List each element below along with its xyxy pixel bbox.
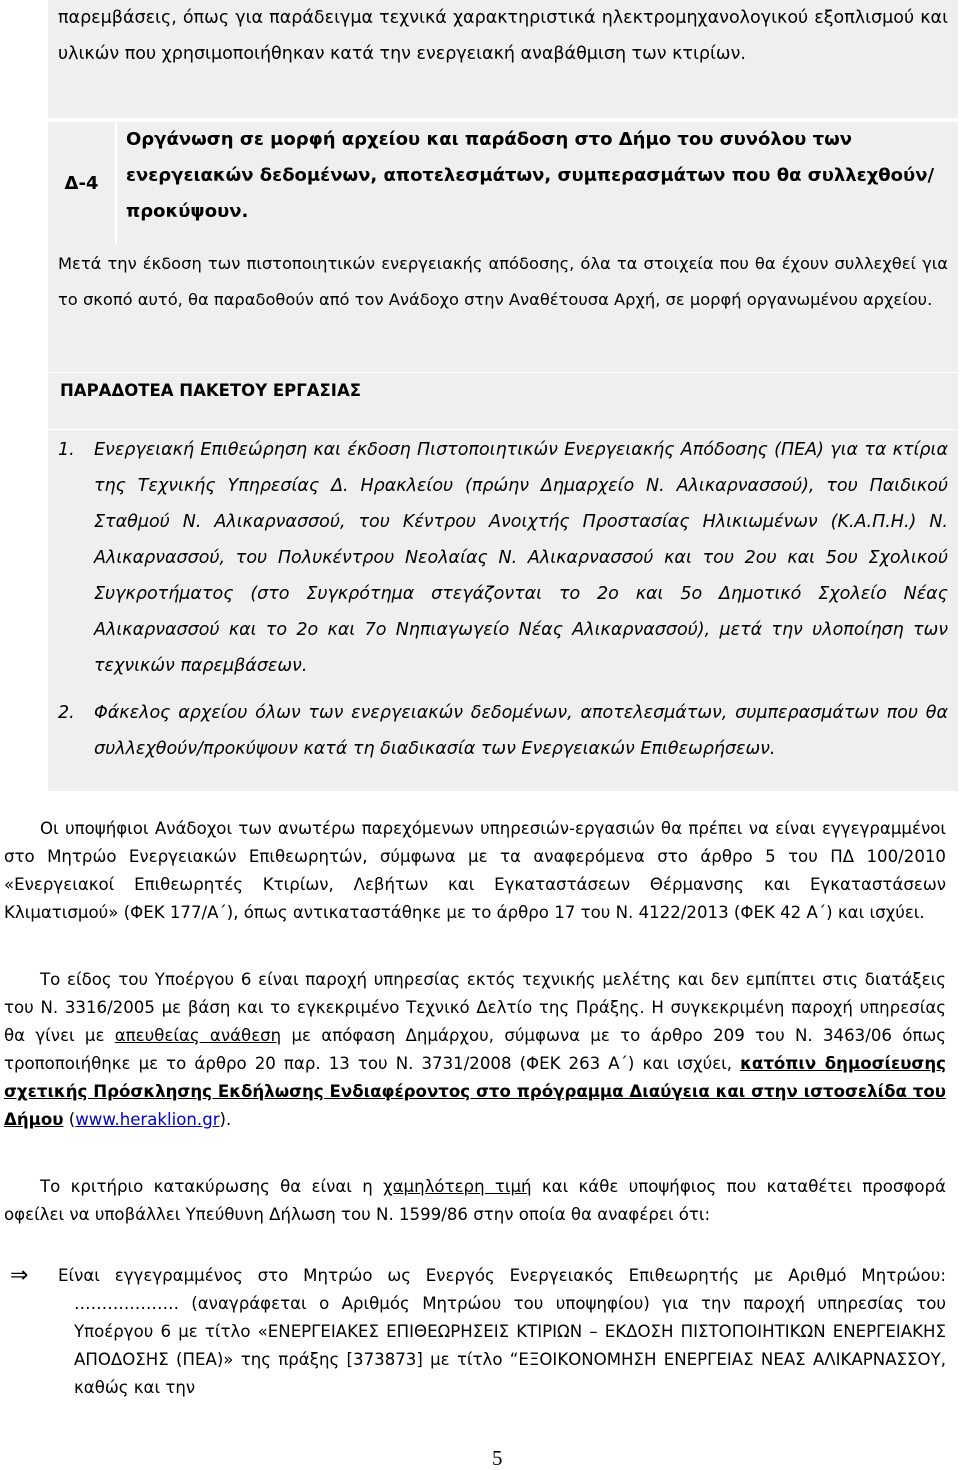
page-number: 5: [492, 1446, 503, 1470]
section-code-cell: [48, 122, 115, 244]
paragraph-award-criterion: [4, 1173, 946, 1229]
publication-notice-text: κατόπιν δημοσίευσης σχετικής Πρόσκλησης Εκδήλωσης Ενδιαφέροντος στο πρόγραμμα Διαύγεια και στην ιστοσελίδα του Δήμου: [4, 1054, 946, 1129]
award-text-1: Το κριτήριο κατακύρωσης θα είναι η: [40, 1177, 384, 1196]
deliverable-number: 1.: [58, 440, 75, 460]
lowest-price-text: χαμηλότερη τιμή: [383, 1177, 532, 1196]
deliverables-heading: ΠΑΡΑΔΟΤΕΑ ΠΑΚΕΤΟΥ ΕΡΓΑΣΙΑΣ: [60, 381, 361, 400]
declaration-bullet-text: Είναι εγγεγραμμένος στο Μητρώο ως Ενεργός Ενεργειακός Επιθεωρητής με Αριθμό Μητρώου: ………………. (αναγράφεται ο Αριθμός Μητρώου του υποψηφίου) για την παροχή υπηρεσίας του Υποέργου 6 με τίτλο «ΕΝΕΡΓΕΙΑΚΕΣ ΕΠΙΘΕΩΡΗΣΕΙΣ ΚΤΙΡΙΩΝ – ΕΚΔΟΣΗ ΠΙΣΤΟΠΟΙΗΤΙΚΩΝ ΕΝΕΡΓΕΙΑΚΗΣ ΑΠΟΔΟΣΗΣ (ΠΕΑ)» της πράξης [373873] με τίτλο “ΕΞΟΙΚΟΝΟΜΗΣΗ ΕΝΕΡΓΕΙΑΣ ΝΕΑΣ ΑΛΙΚΑΡΝΑΣΣΟΥ, καθώς και την: [58, 1266, 946, 1397]
direct-award-text: απευθείας ανάθεση: [114, 1026, 282, 1045]
declaration-bullet: [4, 1262, 946, 1402]
procurement-text-2: με απόφαση Δημάρχου, σύμφωνα με το άρθρο 209 του Ν. 3463/06 όπως τροποποιήθηκε με το άρθρο 20 παρ. 13 του Ν. 3731/2008 (ΦΕΚ 263 Α΄) και ισχύει,: [4, 1026, 946, 1073]
award-text-2: και κάθε υποψήφιος που καταθέτει προσφορά οφείλει να υποβάλλει Υπεύθυνη Δήλωση του Ν. 1599/86 στην οποία θα αναφέρει ότι:: [4, 1177, 946, 1224]
top-paragraph: παρεμβάσεις, όπως για παράδειγμα τεχνικά χαρακτηριστικά ηλεκτρομηχανολογικού εξοπλισμού και υλικών που χρησιμοποιήθηκαν κατά την ενεργειακή αναβάθμιση των κτιρίων.: [58, 8, 948, 64]
procurement-text-1: Το είδος του Υποέργου 6 είναι παροχή υπηρεσίας εκτός τεχνικής μελέτης και δεν εμπίπτει στις διατάξεις του Ν. 3316/2005 με βάση και το εγκεκριμένο Τεχνικό Δελτίο της Πράξης. Η συγκεκριμένη παροχή υπηρεσίας θα γίνει με: [4, 970, 946, 1045]
paragraph-procurement: [4, 966, 946, 1134]
paragraph-registry-text: Οι υποψήφιοι Ανάδοχοι των ανωτέρω παρεχόμενων υπηρεσιών-εργασιών θα πρέπει να είναι εγγεγραμμένοι στο Μητρώο Ενεργειακών Επιθεωρητών, σύμφωνα με τα αναφερόμενα στο άρθρο 5 του ΠΔ 100/2010 «Ενεργειακοί Επιθεωρητές Κτιρίων, Λεβήτων και Εγκαταστάσεων Θέρμανσης και Εγκαταστάσεων Κλιματισμού» (ΦΕΚ 177/Α΄), όπως αντικαταστάθηκε με το άρθρο 17 του Ν. 4122/2013 (ΦΕΚ 42 Α΄) και ισχύει.: [4, 819, 946, 922]
deliverable-item-1: [58, 432, 948, 684]
deliverable-item-2: [58, 695, 948, 767]
deliverable-text: Ενεργειακή Επιθεώρηση και έκδοση Πιστοποιητικών Ενεργειακής Απόδοσης (ΠΕΑ) για τα κτίρια της Τεχνικής Υπηρεσίας Δ. Ηρακλείου (πρώην Δημαρχείο Ν. Αλικαρνασσού), του Παιδικού Σταθμού Ν. Αλικαρνασσού, του Κέντρου Ανοιχτής Προστασίας Ηλικιωμένων (Κ.Α.Π.Η.) Ν. Αλικαρνασσού, του Πολυκέντρου Νεολαίας Ν. Αλικαρνασσού και του 2ου και 5ου Σχολικού Συγκροτήματος (στο Συγκρότημα στεγάζονται το 2ο και 5ο Δημοτικό Σχολείο Νέας Αλικαρνασσού και το 2ο και 7ο Νηπιαγωγείο Νέας Αλικαρνασσού), μετά την υλοποίηση των τεχνικών παρεμβάσεων.: [94, 440, 948, 676]
right-double-arrow-icon: ⇒: [10, 1263, 29, 1288]
deliverable-number: 2.: [58, 703, 75, 723]
section-code: Δ-4: [64, 172, 99, 194]
paragraph-registry: [4, 815, 946, 927]
section-description: Μετά την έκδοση των πιστοποιητικών ενεργειακής απόδοσης, όλα τα στοιχεία που θα έχουν συλλεχθεί για το σκοπό αυτό, θα παραδοθούν από τον Ανάδοχο στην Αναθέτουσα Αρχή, σε μορφή οργανωμένου αρχείου.: [58, 254, 948, 309]
website-link[interactable]: www.heraklion.gr: [75, 1110, 220, 1129]
procurement-text-3: (: [63, 1110, 76, 1129]
section-title: Οργάνωση σε μορφή αρχείου και παράδοση στο Δήμο του συνόλου των ενεργειακών δεδομένων, αποτελεσμάτων, συμπερασμάτων που θα συλλεχθούν/προκύψουν.: [117, 122, 958, 244]
deliverable-text: Φάκελος αρχείου όλων των ενεργειακών δεδομένων, αποτελεσμάτων, συμπερασμάτων που θα συλλεχθούν/προκύψουν κατά τη διαδικασία των Ενεργειακών Επιθεωρήσεων.: [94, 703, 948, 759]
procurement-text-4: ).: [219, 1110, 232, 1129]
